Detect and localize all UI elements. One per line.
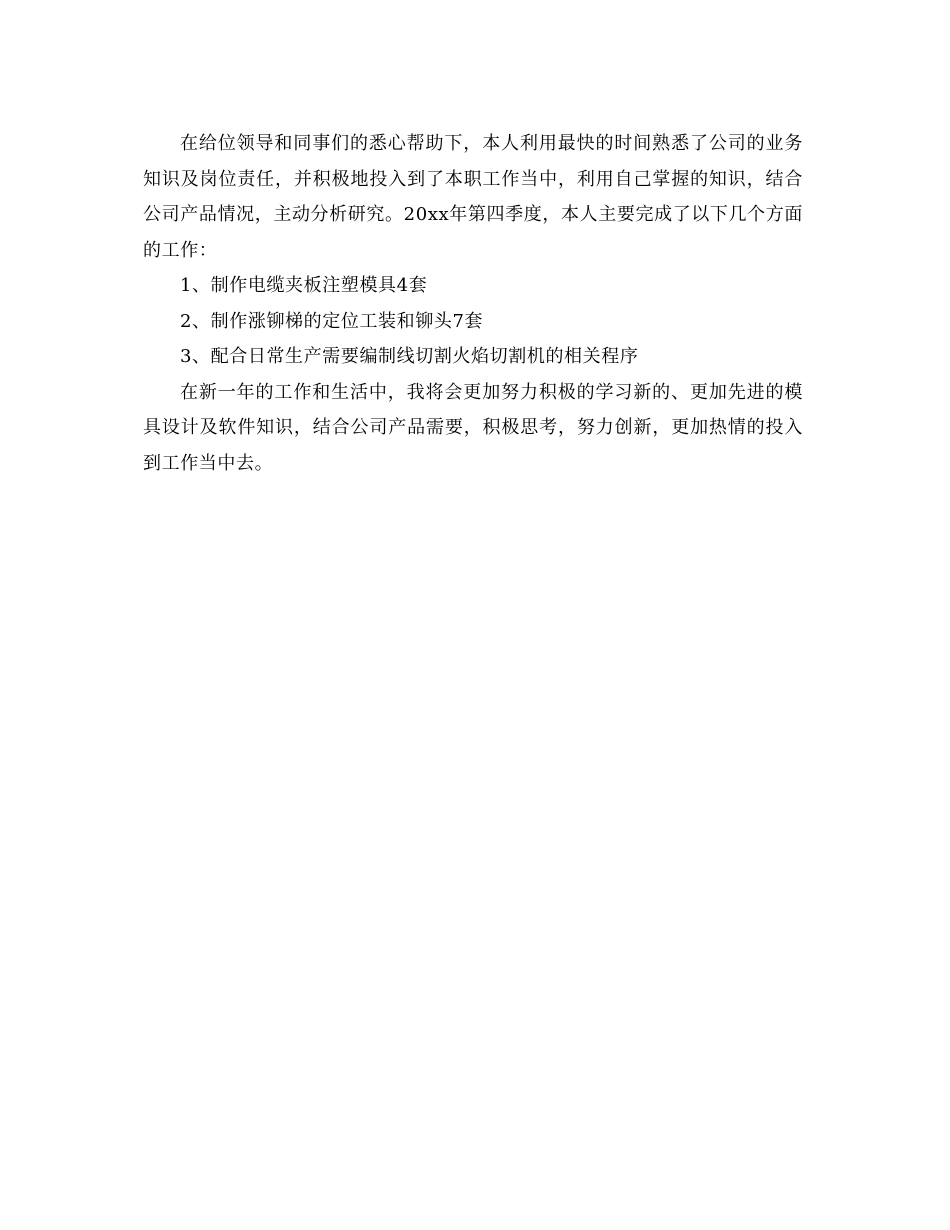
intro-paragraph: 在给位领导和同事们的悉心帮助下，本人利用最快的时间熟悉了公司的业务知识及岗位责任，并积极地投入到了本职工作当中，利用自己掌握的知识，结合公司产品情况，主动分析研究。20xx年第四季度，本人主要完成了以下几个方面的工作： [143,133,803,261]
list-item-1: 1、制作电缆夹板注塑模具4套 [180,275,428,296]
list-item-3: 3、配合日常生产需要编制线切割火焰切割机的相关程序 [180,346,639,367]
closing-paragraph: 在新一年的工作和生活中，我将会更加努力积极的学习新的、更加先进的模具设计及软件知识，结合公司产品需要，积极思考，努力创新，更加热情的投入到工作当中去。 [143,381,803,474]
list-item-2: 2、制作涨铆梯的定位工装和铆头7套 [180,310,484,332]
document-body [143,126,803,481]
